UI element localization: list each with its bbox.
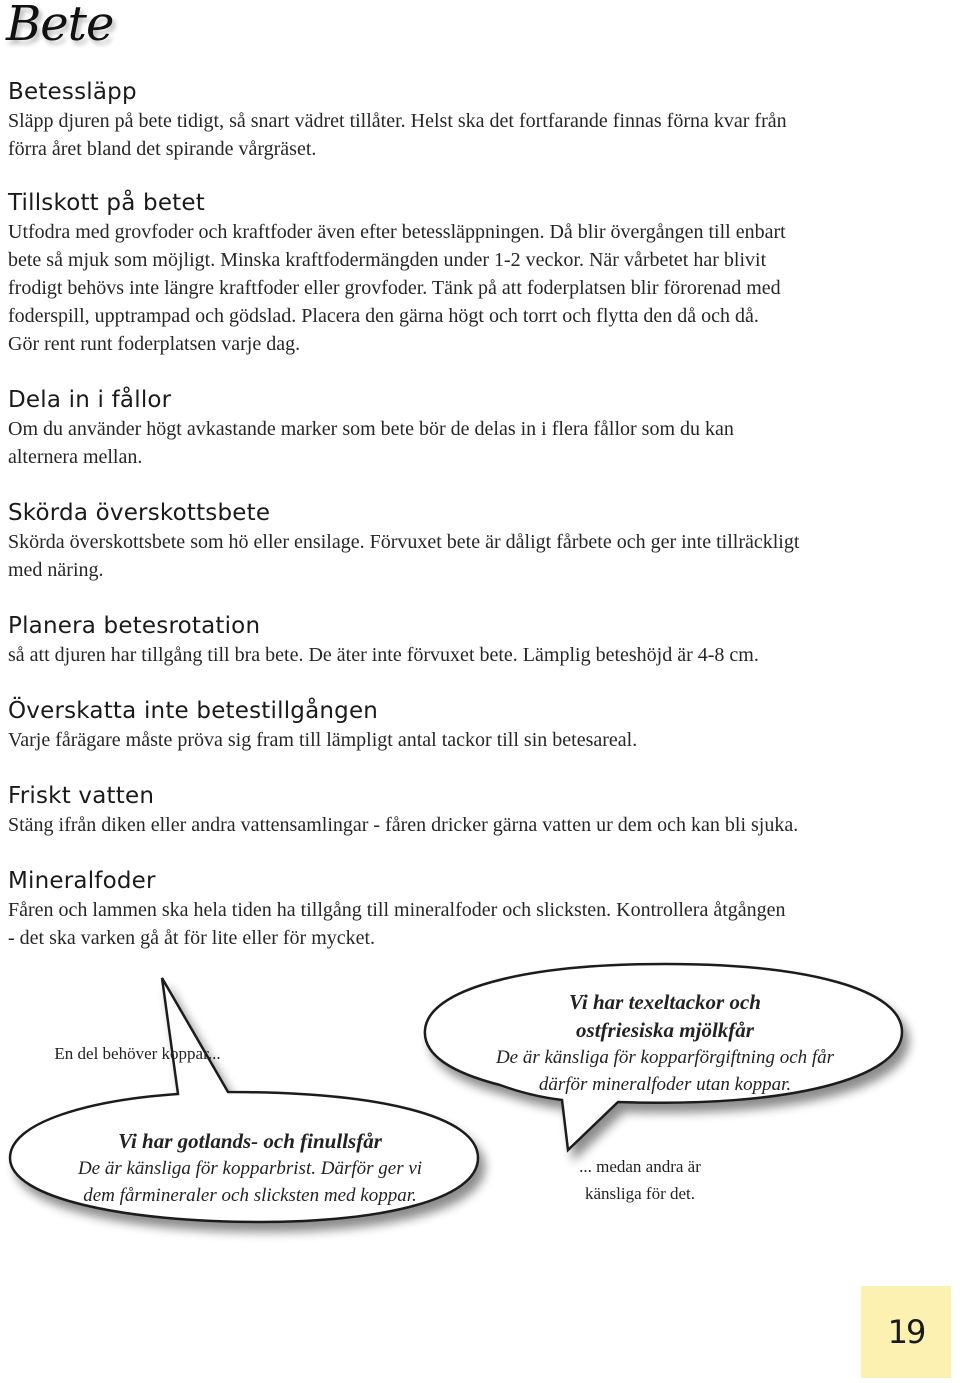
section-skorda-overskottsbete: [8, 498, 908, 584]
body-line: bete så mjuk som möjligt. Minska kraftfodermängden under 1-2 veckor. När vårbetet har blivit: [8, 249, 767, 271]
section-body: [8, 896, 908, 952]
body-line: Stäng ifrån diken eller andra vattensamlingar - fåren dricker gärna vatten ur dem och kan bli sjuka.: [8, 814, 799, 836]
body-line: alternera mellan.: [8, 446, 143, 468]
bubble-line: känsliga för det.: [585, 1184, 695, 1203]
section-overskatta-inte: [8, 696, 908, 754]
section-betessläpp: [8, 77, 908, 163]
section-mineralfoder: [8, 866, 908, 952]
section-heading: Planera betesrotation: [8, 613, 261, 639]
section-body: [8, 641, 908, 669]
bubble-line: ... medan andra är: [579, 1157, 701, 1176]
section-tillskott: [8, 188, 908, 358]
bubble-line: dem fårmineraler och slicksten med koppar.: [83, 1185, 417, 1206]
section-body: [8, 726, 908, 754]
body-line: foderspill, upptrampad och gödslad. Placera den gärna högt och torrt och flytta den då och då.: [8, 305, 759, 327]
section-heading: Betessläpp: [8, 79, 137, 105]
page-title: Bete: [6, 0, 114, 52]
body-line: frodigt behövs inte längre kraftfoder eller grovfoder. Tänk på att foderplatsen blir förorenad med: [8, 277, 781, 299]
bubble-text-top-left: [30, 1040, 245, 1067]
body-line: Fåren och lammen ska hela tiden ha tillgång till mineralfoder och slicksten. Kontrollera åtgången: [8, 899, 786, 921]
section-body: [8, 218, 908, 358]
body-line: - det ska varken gå åt för lite eller för mycket.: [8, 927, 376, 949]
speech-bubbles: [0, 950, 960, 1250]
bubble-text-bottom-left: [40, 1127, 460, 1209]
section-friskt-vatten: [8, 781, 908, 839]
bubble-line: De är känsliga för kopparförgiftning och får: [495, 1047, 835, 1068]
bubble-heading: ostfriesiska mjölkfår: [576, 1018, 754, 1042]
body-line: Om du använder högt avkastande marker som bete bör de delas in i flera fållor som du kan: [8, 418, 734, 440]
section-planera-betesrotation: [8, 611, 908, 669]
section-heading: Friskt vatten: [8, 783, 155, 809]
section-body: [8, 528, 908, 584]
body-line: Släpp djuren på bete tidigt, så snart vädret tillåter. Helst ska det fortfarande finnas förna kvar från: [8, 110, 787, 132]
section-dela-in-i-fallor: [8, 385, 908, 471]
body-line: Skörda överskottsbete som hö eller ensilage. Förvuxet bete är dåligt fårbete och ger inte tillräckligt: [8, 531, 800, 553]
body-line: med näring.: [8, 559, 104, 581]
section-body: [8, 415, 908, 471]
section-body: [8, 107, 908, 163]
section-heading: Tillskott på betet: [8, 190, 205, 216]
section-heading: Överskatta inte betestillgången: [8, 698, 379, 724]
section-body: [8, 811, 908, 839]
section-heading: Mineralfoder: [8, 868, 156, 894]
bubble-heading: Vi har gotlands- och finullsfår: [118, 1129, 382, 1153]
bubble-line: därför mineralfoder utan koppar.: [538, 1074, 792, 1095]
bubble-text-top-right: [455, 988, 875, 1098]
body-line: Varje fårägare måste pröva sig fram till lämpligt antal tackor till sin betesareal.: [8, 729, 638, 751]
bubble-text-bottom-right: [545, 1153, 735, 1207]
bubble-line: De är känsliga för kopparbrist. Därför ger vi: [77, 1158, 423, 1179]
body-line: Utfodra med grovfoder och kraftfoder även efter betessläppningen. Då blir övergången till enbart: [8, 221, 786, 243]
page-number: 19: [861, 1286, 951, 1378]
bubble-heading: Vi har texeltackor och: [569, 990, 761, 1014]
section-heading: Dela in i fållor: [8, 387, 172, 413]
body-line: Gör rent runt foderplatsen varje dag.: [8, 333, 301, 355]
body-line: så att djuren har tillgång till bra bete. De äter inte förvuxet bete. Lämplig beteshöjd är 4-8 cm.: [8, 644, 759, 666]
bubble-line: En del behöver koppar...: [54, 1044, 221, 1063]
body-line: förra året bland det spirande vårgräset.: [8, 138, 317, 160]
section-heading: Skörda överskottsbete: [8, 500, 271, 526]
